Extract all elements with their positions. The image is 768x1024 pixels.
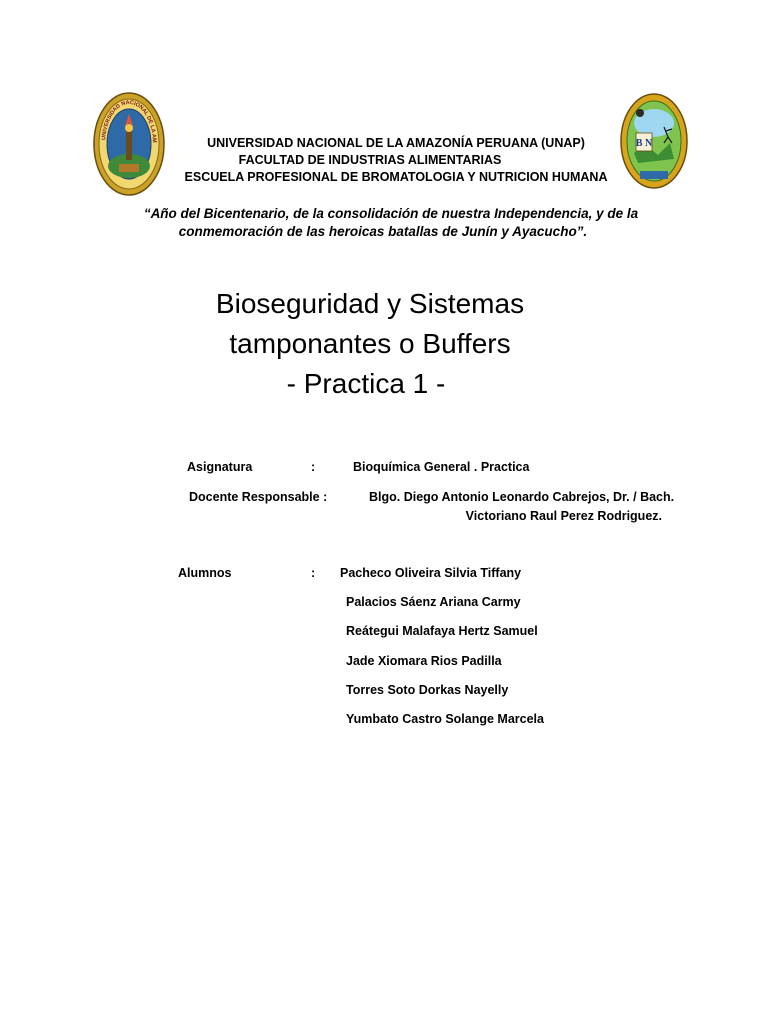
- student-name: Jade Xiomara Rios Padilla: [346, 654, 502, 668]
- subject-value: Bioquímica General . Practica: [353, 460, 530, 474]
- instructor-value-line-2: Victoriano Raul Perez Rodriguez.: [465, 509, 662, 523]
- subject-colon: :: [311, 460, 316, 474]
- seal-ring-text: UNIVERSIDAD NACIONAL DE LA AMAZONÍA PERUANA: [90, 88, 158, 143]
- report-title-line-2: tamponantes o Buffers: [229, 328, 511, 359]
- student-name: Torres Soto Dorkas Nayelly: [346, 683, 509, 697]
- university-name: UNIVERSIDAD NACIONAL DE LA AMAZONÍA PERUANA (UNAP): [207, 136, 585, 150]
- subject-label: Asignatura: [187, 460, 253, 474]
- practice-number: - Practica 1 -: [286, 368, 446, 399]
- seal-initials: B N: [635, 138, 653, 149]
- report-title-line-1: Bioseguridad y Sistemas: [215, 288, 525, 319]
- instructor-value-line-1: Blgo. Diego Antonio Leonardo Cabrejos, Dr. / Bach.: [369, 490, 675, 504]
- student-name: Palacios Sáenz Ariana Carmy: [346, 595, 521, 609]
- year-motto-line-2: conmemoración de las heroicas batallas de Junín y Ayacucho”.: [178, 224, 588, 239]
- students-label: Alumnos: [178, 566, 232, 580]
- student-name: Pacheco Oliveira Silvia Tiffany: [340, 566, 522, 580]
- school-name: ESCUELA PROFESIONAL DE BROMATOLOGIA Y NUTRICION HUMANA: [184, 170, 608, 184]
- year-motto-line-1: “Año del Bicentenario, de la consolidación de nuestra Independencia, y de la: [143, 206, 639, 221]
- students-colon: :: [311, 566, 316, 580]
- student-name: Reátegui Malafaya Hertz Samuel: [346, 624, 538, 638]
- instructor-label: Docente Responsable :: [189, 490, 328, 504]
- faculty-name: FACULTAD DE INDUSTRIAS ALIMENTARIAS: [238, 153, 502, 167]
- student-name: Yumbato Castro Solange Marcela: [346, 712, 544, 726]
